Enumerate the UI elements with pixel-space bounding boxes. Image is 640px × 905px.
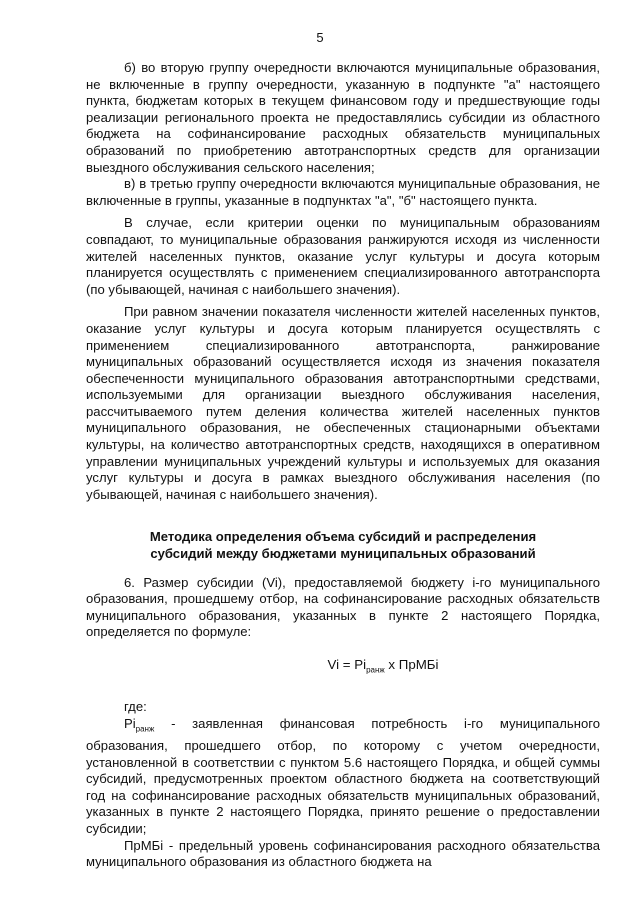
document-body bbox=[86, 60, 600, 871]
paragraph-subsidy-size: 6. Размер субсидии (Vi), предоставляемой бюджету i-го муниципального образования, прошедшему отбор, на софинансирование расходных обязательств муниципального образования, указанных в пункте 2 настоящего Порядка, определяется по формуле: bbox=[86, 574, 600, 640]
paragraph-ranking-rule: В случае, если критерии оценки по муниципальным образованиям совпадают, то муниципальные образования ранжируются исходя из численности жителей населенных пунктов, оказание услуг культуры и досуга которым планируется осуществлять с применением специализированного автотранспорта (по убывающей, начиная с наибольшего значения). bbox=[86, 215, 600, 297]
paragraph-subitem-v: в) в третью группу очередности включаются муниципальные образования, не включенные в группы, указанные в подпунктах "а", "б" настоящего пункта. bbox=[86, 176, 600, 208]
formula-subscript: ранж bbox=[366, 665, 385, 675]
formula bbox=[166, 657, 600, 679]
formula-right: x ПрМБi bbox=[384, 657, 439, 672]
page-number: 5 bbox=[316, 30, 324, 45]
definition-text: - заявленная финансовая потребность i-го муниципального образования, прошедшего отбор, по которому с учетом очередности, установленной в соответствии с пунктом 5.6 настоящего Порядка, и общей суммы субсидий, предусмотренных проектом областного бюджета на соответствующий год на софинансирование расходных обязательств муниципальных образований, указанных в пункте 2 настоящего Порядка, принято решение о предоставлении субсидии; bbox=[86, 715, 600, 837]
paragraph-subitem-b: б) во вторую группу очередности включаются муниципальные образования, не включенные в группу очередности, указанную в подпункте "а" настоящего пункта, бюджетам которых в текущем финансовом году и предшествующие годы реализации регионального проекта не предоставлялись субсидии из областного бюджета на софинансирование расходных обязательств муниципальных образований по приобретению автотранспортных средств для организации выездного обслуживания сельского населения; bbox=[86, 60, 600, 175]
paragraph-equal-value-rule: При равном значении показателя численности жителей населенных пунктов, оказание услуг культуры и досуга которым планируется осуществлять с применением специализированного автотранспорта, ранжирование муниципальных образований осуществляется исходя из значения показателя обеспеченности муниципального образования автотранспортными средствами, используемыми для организации выездного обслуживания населения, рассчитываемого путем деления количества жителей населенных пунктов муниципального образования, не обеспеченных стационарными объектами культуры, на количество автотранспортных средств, находящихся в оперативном управлении муниципальных учреждений культуры и используемых для оказания услуг культуры и досуга в рамках выездного обслуживания населения (по убывающей, начиная с наибольшего значения). bbox=[86, 304, 600, 502]
section-heading: Методика определения объема субсидий и распределения субсидий между бюджетами муниципальных образований bbox=[149, 529, 537, 562]
formula-left: Vi = Pi bbox=[327, 657, 367, 672]
definition-term-subscript: ранж bbox=[135, 724, 155, 734]
definition-prmbi: ПрМБi - предельный уровень софинансирования расходного обязательства муниципального образования из областного бюджета на bbox=[86, 837, 600, 870]
definition-term: Pi bbox=[124, 715, 136, 731]
definition-pi-ranzh bbox=[86, 716, 600, 838]
where-label: где: bbox=[124, 699, 147, 715]
